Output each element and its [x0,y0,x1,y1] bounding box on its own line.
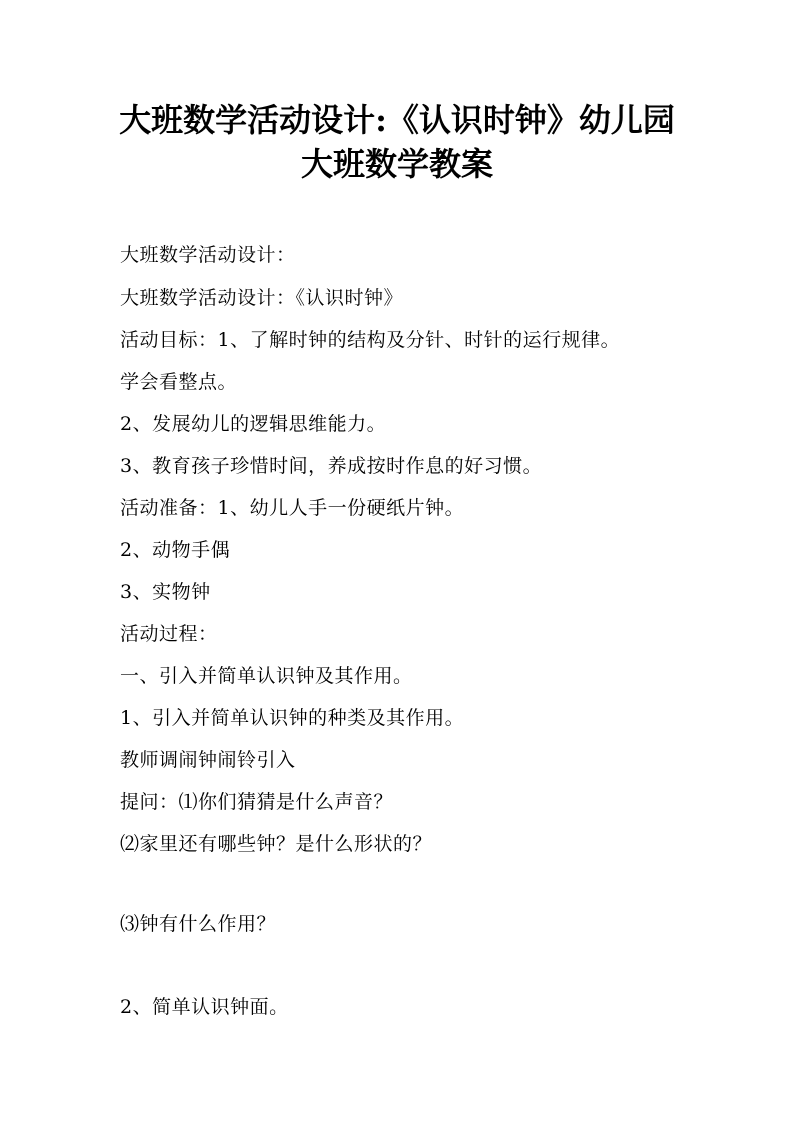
paragraph: 2、发展幼儿的逻辑思维能力。 [120,413,387,435]
paragraph: 大班数学活动设计： [120,244,296,266]
paragraph: 3、实物钟 [120,581,211,603]
paragraph: 大班数学活动设计：《认识时钟》 [120,287,404,309]
paragraph: 一、引入并简单认识钟及其作用。 [120,665,413,687]
document-title-line-1: 大班数学活动设计:《认识时钟》幼儿园 [119,101,675,139]
paragraph: ⑵家里还有哪些钟？是什么形状的？ [120,833,433,855]
paragraph: 提问：⑴你们猜猜是什么声音？ [120,791,394,813]
paragraph: 学会看整点。 [120,371,238,393]
paragraph: 活动过程： [120,623,218,645]
paragraph: 教师调闹钟闹铃引入 [120,749,296,771]
paragraph: 活动准备：1、幼儿人手一份硬纸片钟。 [120,497,465,519]
document-title-line-2: 大班数学教案 [300,145,493,183]
paragraph: 3、教育孩子珍惜时间，养成按时作息的好习惯。 [120,455,543,477]
paragraph: ⑶钟有什么作用？ [120,913,277,935]
paragraph: 活动目标：1、了解时钟的结构及分针、时针的运行规律。 [120,329,621,351]
paragraph: 2、简单认识钟面。 [120,996,289,1018]
paragraph: 1、引入并简单认识钟的种类及其作用。 [120,707,465,729]
paragraph: 2、动物手偶 [120,539,231,561]
